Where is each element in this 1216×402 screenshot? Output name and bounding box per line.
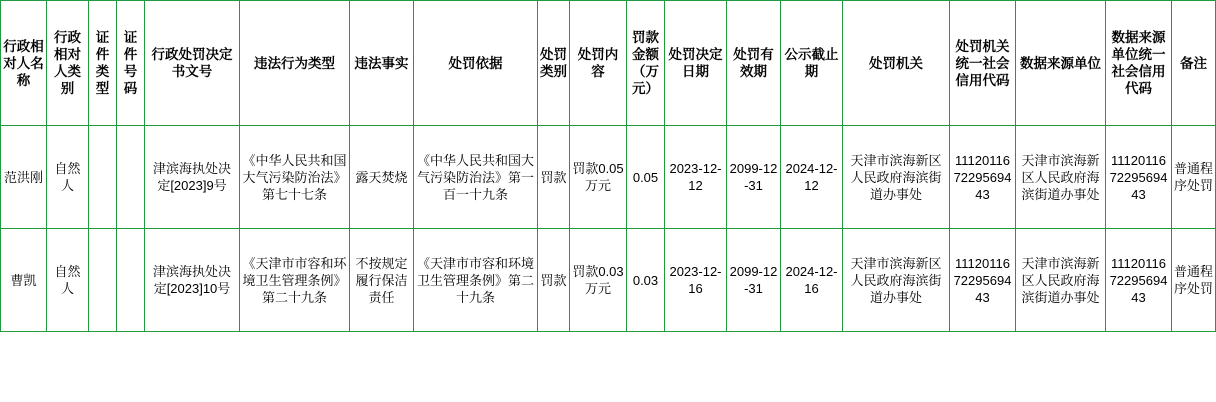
cell-penalty-category: 罚款 [538,126,570,229]
cell-penalty-basis: 《中华人民共和国大气污染防治法》第一百一十九条 [414,126,538,229]
cell-violation-facts: 露天焚烧 [350,126,414,229]
column-header-remarks: 备注 [1172,1,1216,126]
column-header-id-number: 证件号码 [117,1,145,126]
column-header-decision-doc-number: 行政处罚决定书文号 [145,1,240,126]
column-header-violation-facts: 违法事实 [350,1,414,126]
cell-violation-type: 《中华人民共和国大气污染防治法》第七十七条 [240,126,350,229]
cell-decision-doc-number: 津滨海执处决定[2023]10号 [145,229,240,332]
column-header-party-category: 行政相对人类别 [47,1,89,126]
cell-party-category: 自然人 [47,126,89,229]
column-header-data-source-unit: 数据来源单位 [1016,1,1106,126]
cell-violation-type: 《天津市市容和环境卫生管理条例》第二十九条 [240,229,350,332]
cell-penalty-content: 罚款0.05万元 [570,126,627,229]
cell-publicity-deadline: 2024-12-12 [781,126,843,229]
cell-id-number [117,229,145,332]
cell-penalty-content: 罚款0.03万元 [570,229,627,332]
cell-penalty-authority: 天津市滨海新区人民政府海滨街道办事处 [843,126,950,229]
cell-fine-amount: 0.05 [627,126,665,229]
cell-penalty-authority: 天津市滨海新区人民政府海滨街道办事处 [843,229,950,332]
table-header-row-group [1,1,1216,126]
column-header-authority-credit-code: 处罚机关统一社会信用代码 [950,1,1016,126]
cell-party-name: 曹凯 [1,229,47,332]
cell-id-type [89,229,117,332]
cell-remarks: 普通程序处罚 [1172,229,1216,332]
cell-remarks: 普通程序处罚 [1172,126,1216,229]
cell-decision-date: 2023-12-12 [665,126,727,229]
cell-penalty-validity: 2099-12-31 [727,126,781,229]
cell-source-unit-credit-code: 111201167229569443 [1106,229,1172,332]
cell-authority-credit-code: 111201167229569443 [950,126,1016,229]
cell-penalty-category: 罚款 [538,229,570,332]
cell-data-source-unit: 天津市滨海新区人民政府海滨街道办事处 [1016,126,1106,229]
column-header-party-name: 行政相对人名称 [1,1,47,126]
cell-penalty-validity: 2099-12-31 [727,229,781,332]
cell-party-category: 自然人 [47,229,89,332]
column-header-penalty-validity: 处罚有效期 [727,1,781,126]
cell-source-unit-credit-code: 111201167229569443 [1106,126,1172,229]
cell-id-number [117,126,145,229]
column-header-publicity-deadline: 公示截止期 [781,1,843,126]
cell-id-type [89,126,117,229]
cell-decision-doc-number: 津滨海执处决定[2023]9号 [145,126,240,229]
table-header-row [1,1,1216,126]
column-header-source-unit-credit-code: 数据来源单位统一社会信用代码 [1106,1,1172,126]
column-header-penalty-basis: 处罚依据 [414,1,538,126]
column-header-fine-amount: 罚款金额（万元） [627,1,665,126]
cell-violation-facts: 不按规定履行保洁责任 [350,229,414,332]
column-header-penalty-authority: 处罚机关 [843,1,950,126]
cell-data-source-unit: 天津市滨海新区人民政府海滨街道办事处 [1016,229,1106,332]
table-body [1,126,1216,332]
table-row [1,126,1216,229]
column-header-penalty-category: 处罚类别 [538,1,570,126]
column-header-violation-type: 违法行为类型 [240,1,350,126]
table-row [1,229,1216,332]
cell-fine-amount: 0.03 [627,229,665,332]
cell-penalty-basis: 《天津市市容和环境卫生管理条例》第二十九条 [414,229,538,332]
column-header-decision-date: 处罚决定日期 [665,1,727,126]
cell-authority-credit-code: 111201167229569443 [950,229,1016,332]
column-header-id-type: 证件类型 [89,1,117,126]
column-header-penalty-content: 处罚内容 [570,1,627,126]
cell-party-name: 范洪刚 [1,126,47,229]
cell-publicity-deadline: 2024-12-16 [781,229,843,332]
cell-decision-date: 2023-12-16 [665,229,727,332]
